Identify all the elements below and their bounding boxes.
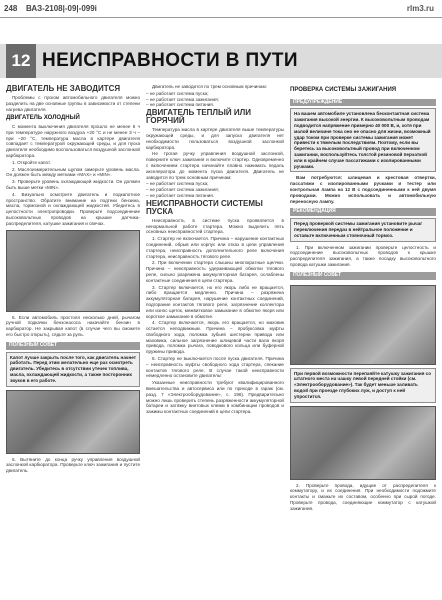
cause-list <box>146 181 284 198</box>
fault-item: 3. Стартер включается, но его якорь либо не вращается, либо вращается медленно. Причина – разряжена аккумуляторная батарея, нарушение контактных соединений, подгорание контактов тягового реле, загрязнение коллектора или износ щеток, межвитковое замыкание в обмотке якоря или короткое замыкание в обмотке. <box>146 284 284 319</box>
column-2 <box>146 84 284 416</box>
cause-list <box>146 91 284 108</box>
recommendation-box: Перед проверкой системы зажигания установите рычаг переключения передач в нейтральное положение и оставьте включенным стояночный тормоз. <box>290 218 436 241</box>
fault-item: 1. Стартер не включается. Причина – нарушение контактных соединений, обрыв или корпус или отказ в цепи управления стартера, неисправность дополнительного реле включения стартера, неисправность тягового реле. <box>146 236 284 259</box>
recommendation-heading: РЕКОМЕНДАЦИЯ <box>290 208 436 216</box>
section-heading: ПРОВЕРКА СИСТЕМЫ ЗАЖИГАНИЯ <box>290 87 397 93</box>
step-text: 1. Откройте капот. <box>12 159 51 165</box>
paragraph: Не трогая ручку управления воздушной заслонкой, поверните ключ зажигания и включите стартер. Одновременно с включением стартера начинайте плавно нажимать педаль акселератора до момента пуска двигателя. Двигатель не заводится по трем основным причинам: <box>146 151 284 180</box>
section-heading: ДВИГАТЕЛЬ ТЕПЛЫЙ ИЛИ ГОРЯЧИЙ <box>146 108 251 126</box>
ignition-coil-photo <box>290 285 436 365</box>
site-name: rlm3.ru <box>406 4 434 13</box>
book-title: ВАЗ-2108|-09|-099i <box>26 4 97 13</box>
step-text: 5. Если автомобиль простоял несколько дней, рычагом ручной подкачки бензонасоса накачайте бензин в карбюратор. Не закрывая капот (в случае чего вы сможете его быстро открыть), сядьте за руль. <box>6 314 140 337</box>
paragraph: С момента выключения двигателя прошло не менее 6 ч при температуре наружного воздуха +20 °С и не менее 3 ч – при –20 °С, температура масла в картере двигателя совпадает с температурой окружающей среды, и для пуска двигателя необходимо воспользоваться воздушной заслонкой карбюратора. <box>6 123 140 158</box>
paragraph: Двигатель не заводится по трем основным причинам: <box>152 84 267 89</box>
tools-paragraph: Вам потребуются: шлицевая и крестовая отвертки, пассатижи с изолированными ручками и тестер или контрольная лампа на 12 В с подсоединенными к ней двумя проводами. Можно использовать и автомобильную переносную лампу. <box>290 175 436 204</box>
advice-heading: ПОЛЕЗНЫЙ СОВЕТ <box>290 272 436 280</box>
fault-item: 4. Стартер включается, якорь его вращается, но маховик остается неподвижным. Причина – пробуксовка муфты свободного хода, поломка зубьев шестерни привода или маховика, сильное загрязнение шлицевой части вала якоря привода, поломка рычага, поводкового кольца или буферной пружины привода. <box>146 320 284 355</box>
section-heading: ДВИГАТЕЛЬ НЕ ЗАВОДИТСЯ <box>6 84 121 93</box>
page-header <box>0 0 442 18</box>
column-3 <box>290 84 436 512</box>
paragraph: Неисправность в системе пуска проявляется в ненормальной работе стартера. Можно выделить пять основных неисправностей стартера. <box>146 217 284 235</box>
step-text: 6. Вытяните до конца ручку управления воздушной заслонкой карбюратора. Проверьте ключ зажигания и пустите двигатель. <box>6 456 140 474</box>
fault-item: 2. При включении стартера слышны многократные щелчки. Причина – неисправность удерживающей обмотки тягового реле, сильно разряжена аккумуляторная батарея, ослаблены контактные соединения в цепи стартера. <box>146 260 284 283</box>
distributor-photo <box>290 406 436 480</box>
choke-photo <box>6 390 140 454</box>
page-number: 248 <box>4 4 18 13</box>
list-item: – не работает система зажигания; <box>146 187 219 193</box>
chapter-title: НЕИСПРАВНОСТИ В ПУТИ <box>42 50 298 71</box>
step-text: 1. При включенном зажигании проверьте целостность и подсоединение высоковольтных проводов к крышке распределителя зажигания, а также посадку высоковольтного провода катушки зажигания. <box>290 244 436 267</box>
paragraph: Указанные неисправности требуют квалифицированного вмешательства и автосервиса или по приходе в гараж (см. разд. 7 «Электрооборудование», с. 196). Предварительно можно лишь проверить степень разряженности аккумуляторной батареи и затяжку винтовых клемм в комбинации проводов и зажимы контактных соединений в цепи стартера. <box>146 380 284 415</box>
list-item: – не работает система пуска; <box>146 90 209 96</box>
list-item: – не работает система пуска; <box>146 181 209 187</box>
engine-photo <box>6 230 140 312</box>
warning-heading: ПРЕДУПРЕЖДЕНИЕ <box>290 99 436 107</box>
step-text: 4. Визуально осмотрите двигатель и подкапотное пространство. Обратите внимание на подтеки бензина, масла, тормозной и охлаждающей жидкостей. Убедитесь в целостности электропроводки. Проверьте подсоединение высоковольтных проводов на крышке датчика-распределителя, катушке зажигания и свечах. <box>6 191 140 226</box>
advice-box: Капот лучше закрыть после того, как двигатель начнет работать. Перед этим желательно еще раз осмотреть двигатель. Убедитесь в отсутствии утечек топлива, масла, охлаждающей жидкости, а также посторонних звуков в его работе. <box>6 352 140 387</box>
step-text: 2. Проверьте провода, идущие от распределителя к коммутатору, и их соединения. При необходимости подожмите контакты и смажьте их составом, особенно при сырой погоде. Проверьте провода, соединяющие коммутатор с катушкой зажигания. <box>290 482 436 511</box>
section-heading: НЕИСПРАВНОСТИ СИСТЕМЫ ПУСКА <box>146 198 263 216</box>
paragraph: Проблемы с пуском автомобильного двигателя можно разделить на две основные группы в зависимости от степени нагрева двигателя. <box>6 95 140 112</box>
list-item: – не работает система зажигания; <box>146 96 219 102</box>
warning-box: На вашем автомобиле установлена бесконтактная система зажигания высокой энергии. К высоковольтным проводам подводится напряжение примерно 40 000 В, и, хотя при малой величине тока оно не опасно для жизни, возможный удар током при проверке системы зажигания может привести к тяжелым последствиям. Поэтому, если вы беретесь за высоковольтный провод при включенном зажигании, воспользуйтесь толстой резиновой перчаткой или в крайнем случае пассатижами с изолированными ручками. <box>290 108 436 172</box>
advice-box: При первой возможности перепаяйте катушку зажигания со штатного места на чашку левой передней стойки (см. «Электрооборудование»). Так будет меньше заливать водой при проезде глубоких луж, и доступ к ней упростится. <box>290 368 436 403</box>
advice-heading: ПОЛЕЗНЫЙ СОВЕТ <box>6 342 140 350</box>
chapter-number: 12 <box>6 44 36 78</box>
column-1 <box>6 84 140 475</box>
paragraph: Температура масла в картере двигателя выше температуры окружающей среды, и для запуска двигателя нет необходимости пользоваться воздушной заслонкой карбюратора. <box>146 127 284 150</box>
subsection-heading: ДВИГАТЕЛЬ ХОЛОДНЫЙ <box>6 115 80 122</box>
list-item: – не работает система питания. <box>146 102 215 108</box>
list-item: – не работает система питания. <box>146 192 215 198</box>
step-text: 2. Маслоизмерительным щупом замерьте уровень масла. Он должен быть между метками «MAX» и «MIN». <box>6 166 140 178</box>
fault-item: 5. Стартер не выключается после пуска двигателя. Причина – неисправность муфты свободного хода стартера, спекание контактов тягового реле. В случае такой неисправности немедленно остановите двигатель! <box>146 356 284 379</box>
step-text: 3. Проверьте уровень охлаждающей жидкости. Он должен быть выше метки «MIN». <box>6 179 140 190</box>
